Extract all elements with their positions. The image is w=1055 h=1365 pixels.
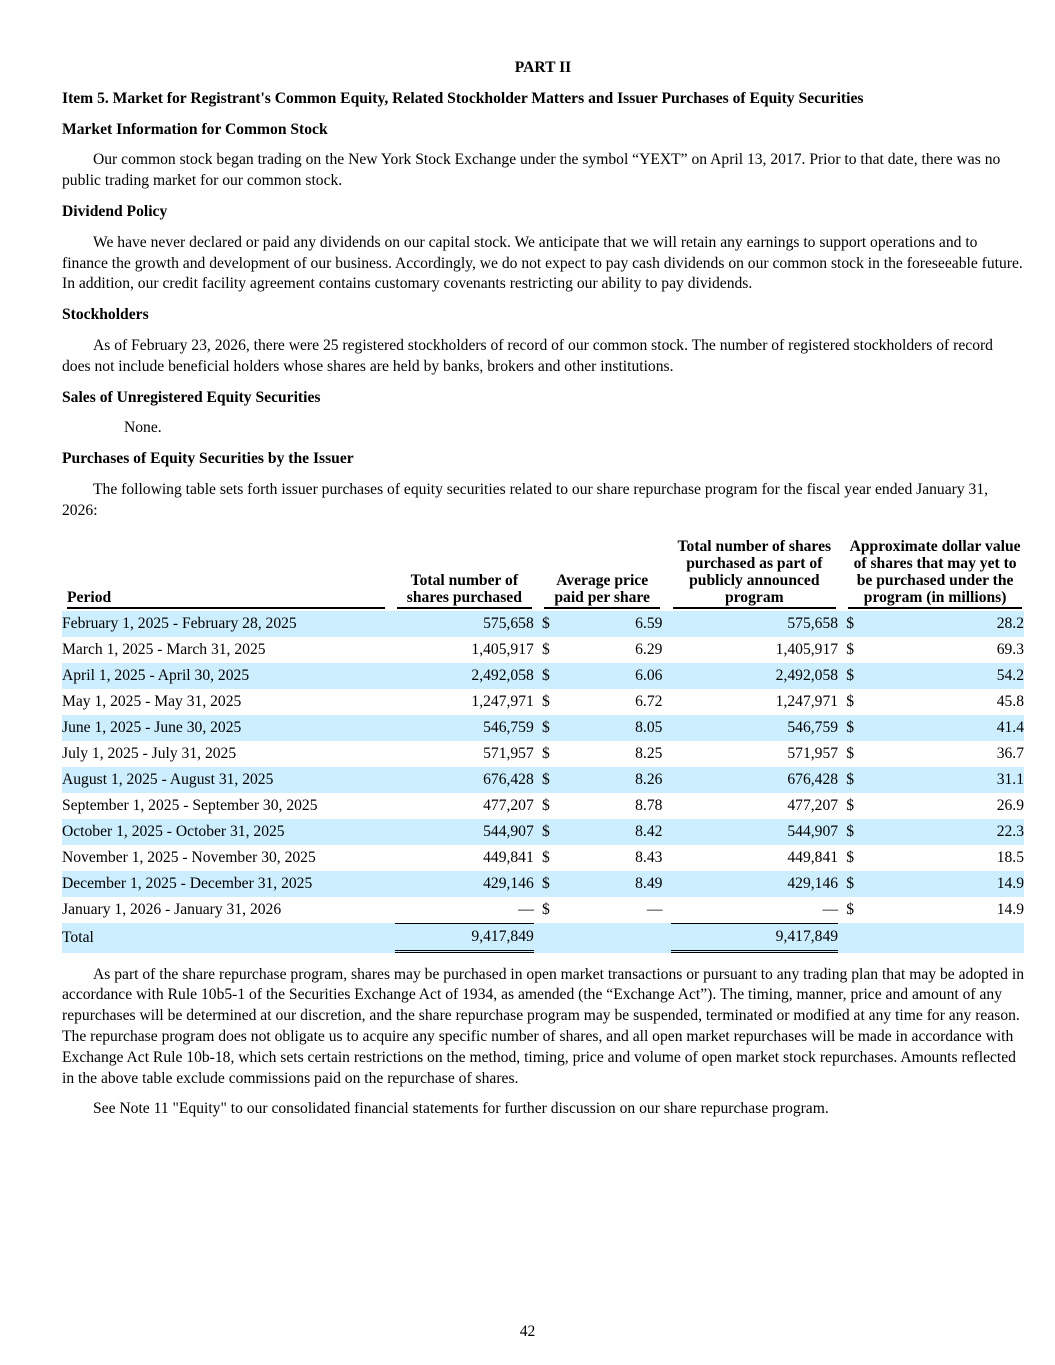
cell-period: June 1, 2025 - June 30, 2025 — [62, 715, 387, 741]
currency-symbol: $ — [542, 611, 564, 637]
cell-program-shares: 449,841 — [787, 848, 839, 866]
currency-symbol: $ — [846, 871, 868, 897]
currency-symbol: $ — [846, 819, 868, 845]
cell-program-shares: 429,146 — [671, 871, 838, 897]
section-title-dividend: Dividend Policy — [62, 202, 168, 220]
table-row — [62, 767, 1024, 793]
cell-avg-price: 8.25 — [635, 744, 663, 762]
cell-period: November 1, 2025 - November 30, 2025 — [62, 848, 316, 866]
cell-period: December 1, 2025 - December 31, 2025 — [62, 871, 387, 897]
cell-remaining-value: 14.9 — [996, 900, 1024, 918]
cell-avg-price: 8.26 — [564, 767, 662, 793]
table-row — [62, 845, 1024, 871]
paragraph-stockholders: As of February 23, 2026, there were 25 registered stockholders of record of our common stock. The number of registered stockholders of record does not include beneficial holders whose shares are held by banks, brokers and other institutions. — [62, 336, 993, 375]
cell-total-shares: 575,658 — [395, 611, 534, 637]
cell-avg-price: 6.72 — [635, 692, 663, 710]
cell-avg-price: 6.59 — [564, 611, 662, 637]
cell-remaining-value: 41.4 — [869, 715, 1024, 741]
cell-total-shares: 571,957 — [483, 744, 534, 762]
currency-symbol: $ — [541, 744, 550, 762]
cell-program-shares: 571,957 — [787, 744, 839, 762]
cell-program-shares: 676,428 — [671, 767, 838, 793]
cell-remaining-value: 22.3 — [869, 819, 1024, 845]
cell-period: May 1, 2025 - May 31, 2025 — [62, 692, 242, 710]
cell-total-shares: 2,492,058 — [395, 663, 534, 689]
table-row — [62, 611, 1024, 637]
currency-symbol: $ — [542, 819, 564, 845]
currency-symbol: $ — [846, 663, 868, 689]
currency-symbol: $ — [542, 715, 564, 741]
cell-program-shares: 2,492,058 — [671, 663, 838, 689]
paragraph-repurchase-details: As part of the share repurchase program, shares may be purchased in open market transactions or pursuant to any trading plan that may be adopted in accordance with Rule 10b5-1 of the Securities Exchange Act of 1934, as amended (the “Exchange Act”). The timing, manner, price and amount of any repurchases will be determined at our discretion, and the share repurchase program may be suspended, terminated or modified at any time for any reason. The repurchase program does not obligate us to acquire any specific number of shares, and all open market repurchases will be made in accordance with Exchange Act Rule 10b-18, which sets certain restrictions on the method, timing, price and volume of open market stock repurchases. Amounts reflected in the above table exclude commissions paid on the repurchase of shares. — [62, 965, 1024, 1087]
cell-remaining-value: 28.2 — [869, 611, 1024, 637]
paragraph-market-info: Our common stock began trading on the New York Stock Exchange under the symbol “YEXT” on April 13, 2017. Prior to that date, there was no public trading market for our common stock. — [62, 151, 1001, 190]
cell-remaining-value: 36.7 — [996, 744, 1024, 762]
currency-symbol: $ — [846, 744, 854, 762]
column-header-program-shares: Total number of shares purchased as part of publicly announced program — [671, 538, 838, 611]
cell-remaining-value: 18.5 — [996, 848, 1024, 866]
currency-symbol: $ — [846, 796, 854, 814]
currency-symbol: $ — [846, 640, 854, 658]
currency-symbol: $ — [541, 900, 550, 918]
cell-period: August 1, 2025 - August 31, 2025 — [62, 767, 387, 793]
document-page — [62, 58, 1024, 1130]
cell-program-shares: 1,405,917 — [775, 640, 839, 658]
currency-symbol: $ — [541, 796, 550, 814]
paragraph-unregistered: None. — [124, 419, 162, 437]
section-title-market-info: Market Information for Common Stock — [62, 120, 328, 138]
cell-avg-price: 8.42 — [564, 819, 662, 845]
cell-remaining-value: 31.1 — [869, 767, 1024, 793]
cell-total-shares: 477,207 — [483, 796, 534, 814]
table-row — [62, 715, 1024, 741]
cell-total-shares: 449,841 — [483, 848, 534, 866]
currency-symbol: $ — [542, 871, 564, 897]
page-number: 42 — [519, 1323, 536, 1340]
column-header-total-shares: Total number of shares purchased — [395, 538, 534, 611]
cell-period: January 1, 2026 - January 31, 2026 — [62, 900, 282, 918]
cell-remaining-value: 69.3 — [996, 640, 1024, 658]
currency-symbol: $ — [846, 611, 868, 637]
table-row — [62, 897, 1024, 923]
cell-program-shares: 575,658 — [671, 611, 838, 637]
cell-remaining-value: 54.2 — [869, 663, 1024, 689]
cell-program-shares: — — [822, 900, 839, 918]
cell-program-shares: 477,207 — [787, 796, 839, 814]
cell-avg-price: — — [646, 900, 663, 918]
cell-total-shares: — — [518, 900, 534, 918]
currency-symbol: $ — [846, 848, 854, 866]
cell-program-shares-sum: 9,417,849 — [671, 923, 838, 953]
paragraph-dividend: We have never declared or paid any dividends on our capital stock. We anticipate that we will retain any earnings to support operations and to finance the growth and development of our business. Accordingly, we do not expect to pay cash dividends on our common stock in the foreseeable future. In addition, our credit facility agreement contains customary covenants restricting our ability to pay dividends. — [62, 233, 1023, 293]
cell-avg-price: 8.05 — [564, 715, 662, 741]
column-header-avg-price: Average price paid per share — [542, 538, 662, 611]
table-row — [62, 819, 1024, 845]
cell-period: April 1, 2025 - April 30, 2025 — [62, 663, 387, 689]
table-row — [62, 871, 1024, 897]
currency-symbol: $ — [846, 715, 868, 741]
cell-total-shares-sum: 9,417,849 — [395, 923, 534, 953]
column-header-remaining-value: Approximate dollar value of shares that may yet to be purchased under the program (in millions) — [846, 538, 1024, 611]
currency-symbol: $ — [846, 767, 868, 793]
cell-program-shares: 546,759 — [671, 715, 838, 741]
cell-period: July 1, 2025 - July 31, 2025 — [62, 744, 237, 762]
paragraph-purchases-intro: The following table sets forth issuer purchases of equity securities related to our share repurchase program for the fiscal year ended January 31, 2026: — [62, 480, 989, 519]
section-title-unregistered: Sales of Unregistered Equity Securities — [62, 388, 321, 406]
cell-program-shares: 1,247,971 — [775, 692, 839, 710]
cell-remaining-value: 14.9 — [869, 871, 1024, 897]
cell-remaining-value: 26.9 — [996, 796, 1024, 814]
cell-period: February 1, 2025 - February 28, 2025 — [62, 611, 387, 637]
cell-total-shares: 429,146 — [395, 871, 534, 897]
cell-period: March 1, 2025 - March 31, 2025 — [62, 640, 266, 658]
currency-symbol: $ — [542, 663, 564, 689]
table-row — [62, 637, 1024, 663]
item-title: Item 5. Market for Registrant's Common Equity, Related Stockholder Matters and Issuer Purchases of Equity Securities — [62, 89, 864, 107]
cell-avg-price: 8.78 — [635, 796, 663, 814]
part-title: PART II — [514, 59, 572, 76]
currency-symbol: $ — [542, 767, 564, 793]
cell-total-shares: 544,907 — [395, 819, 534, 845]
cell-total-shares: 1,247,971 — [471, 692, 534, 710]
total-label: Total — [62, 923, 387, 953]
currency-symbol: $ — [846, 900, 854, 918]
currency-symbol: $ — [541, 640, 550, 658]
table-row — [62, 689, 1024, 715]
cell-total-shares: 676,428 — [395, 767, 534, 793]
cell-avg-price: 8.49 — [564, 871, 662, 897]
currency-symbol: $ — [541, 692, 550, 710]
cell-remaining-value: 45.8 — [996, 692, 1024, 710]
cell-period: September 1, 2025 - September 30, 2025 — [62, 796, 318, 814]
currency-symbol: $ — [541, 848, 550, 866]
repurchase-table — [62, 538, 1024, 953]
cell-program-shares: 544,907 — [671, 819, 838, 845]
cell-avg-price: 8.43 — [635, 848, 663, 866]
column-header-period: Period — [62, 538, 387, 611]
table-total-row — [62, 923, 1024, 953]
table-row — [62, 741, 1024, 767]
table-row — [62, 793, 1024, 819]
paragraph-see-note: See Note 11 "Equity" to our consolidated financial statements for further discussion on our share repurchase program. — [93, 1100, 829, 1118]
section-title-stockholders: Stockholders — [62, 306, 149, 324]
cell-period: October 1, 2025 - October 31, 2025 — [62, 819, 387, 845]
cell-total-shares: 546,759 — [395, 715, 534, 741]
section-title-purchases: Purchases of Equity Securities by the Issuer — [62, 450, 354, 468]
cell-avg-price: 6.06 — [564, 663, 662, 689]
currency-symbol: $ — [846, 692, 854, 710]
table-row — [62, 663, 1024, 689]
cell-avg-price: 6.29 — [635, 640, 663, 658]
table-header-row — [62, 538, 1024, 611]
cell-total-shares: 1,405,917 — [471, 640, 534, 658]
